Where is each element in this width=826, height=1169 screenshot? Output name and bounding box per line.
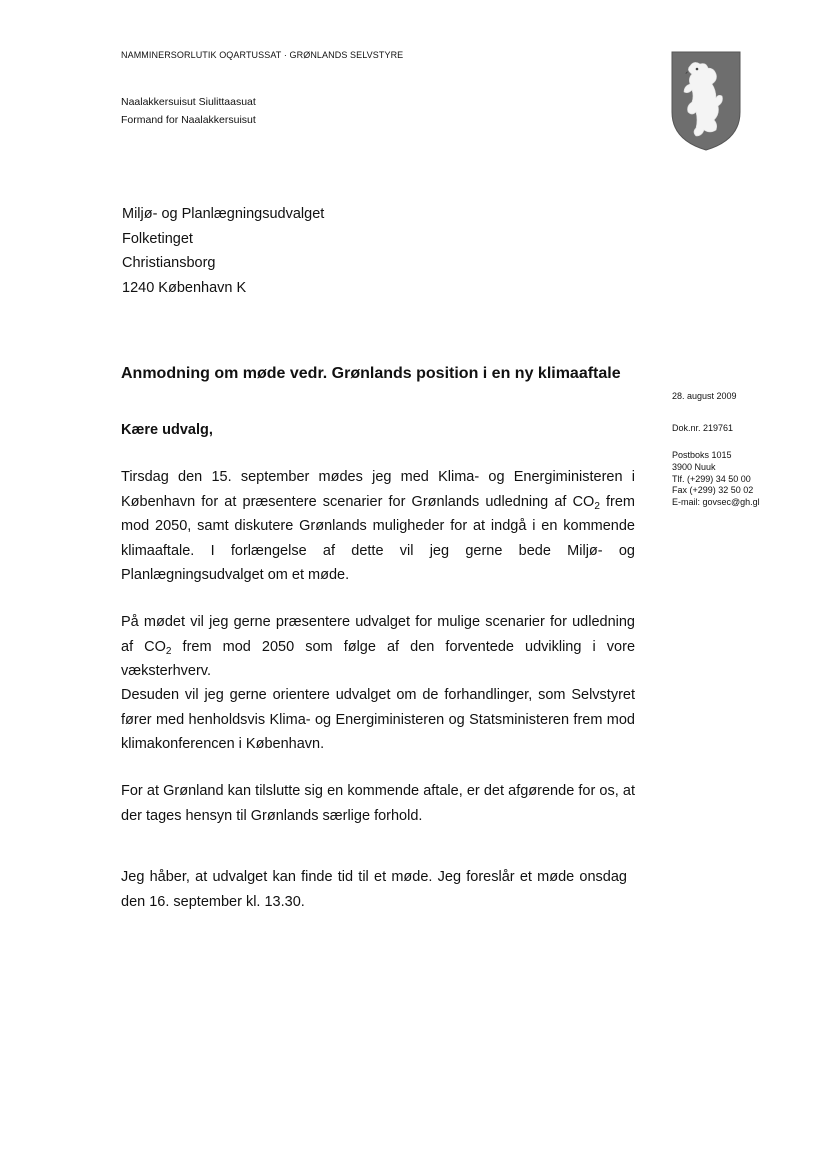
greeting: Kære udvalg, <box>121 422 213 438</box>
letter-date: 28. august 2009 <box>672 391 737 401</box>
paragraph-3: Desuden vil jeg gerne orientere udvalget om de forhandlinger, som Selvstyret fører med henholdsvis Klima- og Energiministeren og Statsministeren frem mod klimakonferencen i København. <box>121 687 635 752</box>
organization-header: NAMMINERSORLUTIK OQARTUSSAT · GRØNLANDS SELVSTYRE <box>121 50 404 60</box>
recipient-line-4: 1240 København K <box>122 279 247 296</box>
department-block <box>121 93 256 129</box>
greenland-coat-of-arms-icon <box>670 50 742 152</box>
phone-number: Tlf. (+299) 34 50 00 <box>672 473 751 484</box>
letter-subject: Anmodning om møde vedr. Grønlands position i en ny klimaaftale <box>121 365 621 382</box>
postal-city: 3900 Nuuk <box>672 462 716 472</box>
paragraph-4: For at Grønland kan tilslutte sig en kommende aftale, er det afgørende for os, at der tages hensyn til Grønlands særlige forhold. <box>121 783 635 824</box>
paragraph-1-text-a: Tirsdag den 15. september mødes jeg med Klima- og Energiministeren i København for at præsentere scenarier for Grønlands udledning af CO <box>121 469 635 510</box>
paragraph-2 <box>121 610 635 684</box>
sender-sidebar <box>672 391 760 508</box>
paragraph-2-text-a: På mødet vil jeg gerne præsentere udvalget for mulige scenarier for udledning af CO <box>121 614 635 655</box>
recipient-line-3: Christiansborg <box>122 255 216 271</box>
department-line-1: Naalakkersuisut Siulittaasuat <box>121 96 256 108</box>
paragraph-2-subscript: 2 <box>165 645 172 657</box>
postbox: Postboks 1015 <box>672 450 732 460</box>
document-number: Dok.nr. 219761 <box>672 422 734 433</box>
paragraph-1-text-b: frem mod 2050, samt diskutere Grønlands muligheder for at indgå i en kommende klimaaftale. I forlængelse af dette vil jeg gerne bede Miljø- og Planlægningsudvalget om et møde. <box>121 493 636 583</box>
paragraph-2-text-b: frem mod 2050 som følge af den forventede udvikling i vore væksterhverv. <box>121 638 636 679</box>
paragraph-1 <box>121 465 635 588</box>
email-address: E-mail: govsec@gh.gl <box>672 496 760 507</box>
paragraph-5: Jeg håber, at udvalget kan finde tid til et møde. Jeg foreslår et møde onsdag den 16. september kl. 13.30. <box>121 869 627 910</box>
paragraph-1-subscript: 2 <box>594 500 600 512</box>
recipient-address <box>122 202 324 300</box>
department-line-2: Formand for Naalakkersuisut <box>121 114 256 126</box>
recipient-line-1: Miljø- og Planlægningsudvalget <box>122 206 325 222</box>
fax-number: Fax (+299) 32 50 02 <box>672 485 754 495</box>
recipient-line-2: Folketinget <box>122 230 193 247</box>
